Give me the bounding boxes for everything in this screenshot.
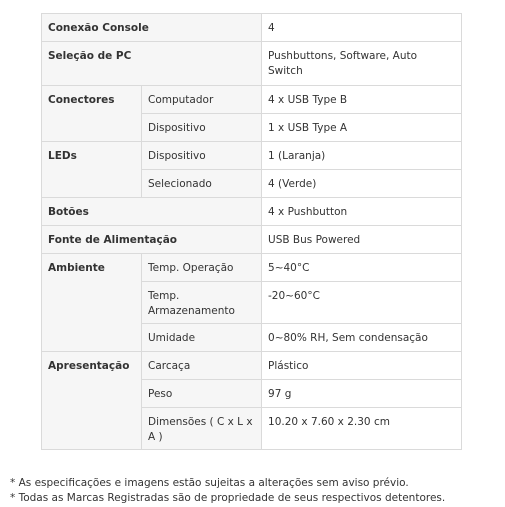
footer-note-specs: * As especificações e imagens estão sujeitas a alterações sem aviso prévio. xyxy=(10,477,409,489)
spec-sublabel-carcaca: Carcaça xyxy=(142,352,262,380)
spec-sublabel-led-selecionado: Selecionado xyxy=(142,170,262,198)
spec-value-fonte: USB Bus Powered xyxy=(262,226,462,254)
spec-value-led-dispositivo: 1 (Laranja) xyxy=(262,142,462,170)
spec-label-selecao-pc: Seleção de PC xyxy=(42,42,262,86)
footer-notes xyxy=(10,476,445,506)
spec-value-botoes: 4 x Pushbutton xyxy=(262,198,462,226)
spec-value-temp-armazenamento: -20~60°C xyxy=(262,282,462,324)
spec-value-peso: 97 g xyxy=(262,380,462,408)
spec-label-leds: LEDs xyxy=(42,142,142,198)
table-row xyxy=(42,142,462,170)
spec-value-computador: 4 x USB Type B xyxy=(262,86,462,114)
spec-value-selecao-pc: Pushbuttons, Software, Auto Switch xyxy=(262,42,462,86)
spec-value-temp-operacao: 5~40°C xyxy=(262,254,462,282)
spec-value-conector-dispositivo: 1 x USB Type A xyxy=(262,114,462,142)
spec-sublabel-temp-armazenamento: Temp. Armazenamento xyxy=(142,282,262,324)
table-row xyxy=(42,254,462,282)
spec-label-conexao-console: Conexão Console xyxy=(42,14,262,42)
spec-label-fonte: Fonte de Alimentação xyxy=(42,226,262,254)
spec-sublabel-computador: Computador xyxy=(142,86,262,114)
spec-sublabel-peso: Peso xyxy=(142,380,262,408)
table-row xyxy=(42,226,462,254)
spec-label-ambiente: Ambiente xyxy=(42,254,142,352)
spec-sublabel-temp-operacao: Temp. Operação xyxy=(142,254,262,282)
table-row xyxy=(42,86,462,114)
spec-value-led-selecionado: 4 (Verde) xyxy=(262,170,462,198)
spec-label-apresentacao: Apresentação xyxy=(42,352,142,450)
specs-table xyxy=(41,13,462,450)
spec-value-dimensoes: 10.20 x 7.60 x 2.30 cm xyxy=(262,408,462,450)
table-row xyxy=(42,42,462,86)
spec-sublabel-led-dispositivo: Dispositivo xyxy=(142,142,262,170)
spec-label-botoes: Botões xyxy=(42,198,262,226)
table-row xyxy=(42,352,462,380)
spec-value-umidade: 0~80% RH, Sem condensação xyxy=(262,324,462,352)
table-row xyxy=(42,198,462,226)
spec-sublabel-umidade: Umidade xyxy=(142,324,262,352)
spec-sublabel-dimensoes: Dimensões ( C x L x A ) xyxy=(142,408,262,450)
spec-value-carcaca: Plástico xyxy=(262,352,462,380)
spec-value-conexao-console: 4 xyxy=(262,14,462,42)
spec-label-conectores: Conectores xyxy=(42,86,142,142)
footer-note-trademarks: * Todas as Marcas Registradas são de propriedade de seus respectivos detentores. xyxy=(10,492,446,504)
spec-sublabel-conector-dispositivo: Dispositivo xyxy=(142,114,262,142)
table-row xyxy=(42,14,462,42)
